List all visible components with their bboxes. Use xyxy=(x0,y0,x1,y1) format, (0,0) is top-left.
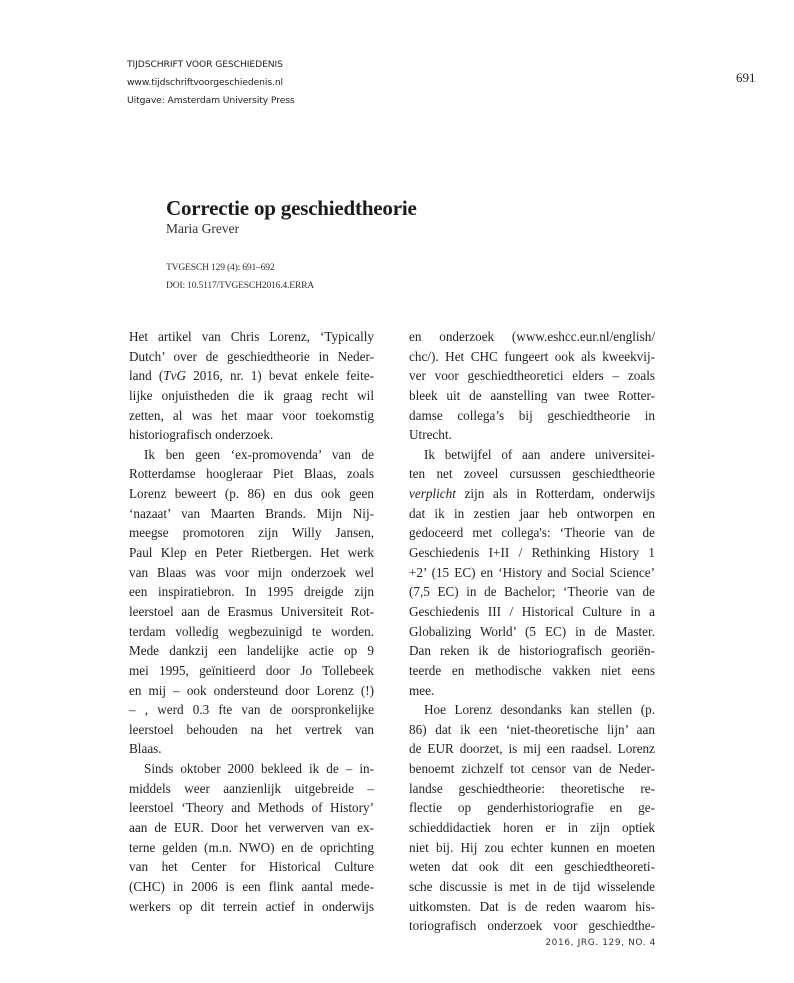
text-line: flectie op genderhistoriografie en ge- xyxy=(409,800,655,816)
text-line: (7,5 EC) in de Bachelor; ‘Theorie van de xyxy=(409,584,655,600)
text-line: terne gelden (m.n. NWO) en de oprichting xyxy=(129,839,374,855)
text-line: en onderzoek (www.eshcc.eur.nl/english/ xyxy=(409,329,655,344)
text-line: mee. xyxy=(409,682,435,698)
text-line: terdam volledig wegbezuinigd te worden. xyxy=(129,623,374,639)
text-line: Globalizing World’ (5 EC) in de Master. xyxy=(409,623,655,639)
text-line: Lorenz beweert (p. 86) en dus ook geen xyxy=(129,486,374,502)
text-line: aan de EUR. Door het verwerven van ex- xyxy=(129,820,374,836)
text-line: Rotterdamse hoogleraar Piet Blaas, zoals xyxy=(129,466,374,482)
text-line: Hoe Lorenz desondanks kan stellen (p. xyxy=(424,702,655,718)
article-author: Maria Grever xyxy=(166,221,240,236)
text-line: Dutch’ over de geschiedtheorie in Neder- xyxy=(129,348,374,364)
journal-abbreviation: TvG xyxy=(163,368,186,384)
text-line: benoemt zichzelf tot censor van de Neder- xyxy=(409,761,655,777)
text-line: Dan reken ik de historiografisch georiën- xyxy=(409,643,655,659)
text-line: damse collega’s bij geschiedtheorie in xyxy=(409,407,655,423)
text-line: gedoceerd met collega's: ‘Theorie van de xyxy=(409,525,655,541)
text-line: Ik ben geen ‘ex-promovenda’ van de xyxy=(144,446,374,462)
text-line: verplicht zijn als in Rotterdam, onderwijs xyxy=(409,486,655,502)
text-line: werkers op dit terrein actief in onderwijs xyxy=(129,898,374,914)
text-line: Geschiedenis I+II / Rethinking History 1 xyxy=(409,545,655,561)
body-column-right xyxy=(409,327,655,936)
text-line: landse geschiedtheorie: theoretische re- xyxy=(409,780,655,796)
article-heading xyxy=(166,196,417,295)
text-line: bleek uit de aanstelling van twee Rotter- xyxy=(409,387,655,403)
text-line: dat ik in zestien jaar heb ontworpen en xyxy=(409,505,655,521)
text-line: schieddidactiek horen er in zijn optiek xyxy=(409,820,655,836)
emphasis-verplicht: verplicht xyxy=(409,486,456,502)
article-title: Correctie op geschiedtheorie xyxy=(166,196,417,220)
doi: DOI: 10.5117/TVGESCH2016.4.ERRA xyxy=(166,280,315,291)
text-line: Geschiedenis III / Historical Culture in a xyxy=(409,603,655,619)
text-line: Het artikel van Chris Lorenz, ‘Typically xyxy=(129,329,374,344)
text-line: Utrecht. xyxy=(409,427,452,443)
page-number: 691 xyxy=(736,70,756,85)
text-line: en mij – ook ondersteund door Lorenz (!) xyxy=(129,682,374,698)
text-line: ten net zoveel cursussen geschiedtheorie xyxy=(409,466,655,482)
issue-footer: 2016, JRG. 129, NO. 4 xyxy=(545,938,656,948)
text-line: teerde en methodische vakken niet eens xyxy=(409,662,655,678)
publisher: Uitgave: Amsterdam University Press xyxy=(127,95,295,106)
text-line: een inspiratiebron. In 1995 dreigde zijn xyxy=(129,584,374,600)
text-line: (CHC) in 2006 is een flink aantal mede- xyxy=(129,878,374,894)
text-line: uitkomsten. Dat is de reden waarom his- xyxy=(409,898,655,914)
text-line: van het Center for Historical Culture xyxy=(129,859,374,875)
text-line: Blaas. xyxy=(129,741,162,757)
text-line: toriografisch onderzoek voor geschiedthe- xyxy=(409,918,655,934)
text-line: Paul Klep en Peter Rietbergen. Het werk xyxy=(129,545,374,561)
journal-header xyxy=(127,56,295,110)
journal-name: TIJDSCHRIFT VOOR GESCHIEDENIS xyxy=(127,59,283,70)
text-line: zetten, al was het maar voor toekomstig xyxy=(129,407,374,423)
text-line: +2’ (15 EC) en ‘History and Social Science’ xyxy=(409,564,655,580)
text-line: niet bij. Hij zou echter kunnen en moeten xyxy=(409,839,655,855)
journal-website: www.tijdschriftvoorgeschiedenis.nl xyxy=(127,77,284,88)
text-line: de EUR doorzet, is mij een raadsel. Lorenz xyxy=(409,741,655,757)
body-column-left xyxy=(129,327,374,916)
text-line: leerstoel ‘Theory and Methods of History’ xyxy=(129,800,374,816)
text-line: ‘nazaat’ van Maarten Brands. Mijn Nij- xyxy=(129,505,374,521)
text-line: Ik betwijfel of aan andere universitei- xyxy=(424,446,655,462)
citation: TVGESCH 129 (4): 691–692 xyxy=(166,262,275,273)
text-line: middels weer aanzienlijk uitgebreide – xyxy=(129,780,374,796)
text-line: meegse promotoren zijn Willy Jansen, xyxy=(129,525,374,541)
text-line: leerstoel behouden na het vertrek van xyxy=(129,721,374,737)
text-line: – , werd 0.3 fte van de oorspronkelijke xyxy=(129,702,374,718)
text-line: land (TvG 2016, nr. 1) bevat enkele feite- xyxy=(129,368,374,384)
text-line: weten dat ook dit een geschiedtheoreti- xyxy=(409,859,655,875)
text-line: mei 1995, geïnitieerd door Jo Tollebeek xyxy=(129,662,374,678)
text-line: Mede dankzij een landelijke actie op 9 xyxy=(129,643,374,659)
text-line: 86) dat ik een ‘niet-theoretische lijn’ aan xyxy=(409,721,655,737)
article-meta xyxy=(166,259,417,295)
text-line: lijke onjuistheden die ik graag recht wil xyxy=(129,387,374,403)
text-line: historiografisch onderzoek. xyxy=(129,427,274,443)
text-line: Sinds oktober 2000 bekleed ik de – in- xyxy=(144,761,374,777)
text-line: ver voor geschiedtheoretici elders – zoals xyxy=(409,368,655,384)
text-line: leerstoel aan de Erasmus Universiteit Rot- xyxy=(129,603,374,619)
text-line: van Blaas was voor mijn onderzoek wel xyxy=(129,564,374,580)
text-line: chc/). Het CHC fungeert ook als kweekvij- xyxy=(409,348,655,364)
text-line: sche discussie is met in de tijd wisselende xyxy=(409,878,655,894)
